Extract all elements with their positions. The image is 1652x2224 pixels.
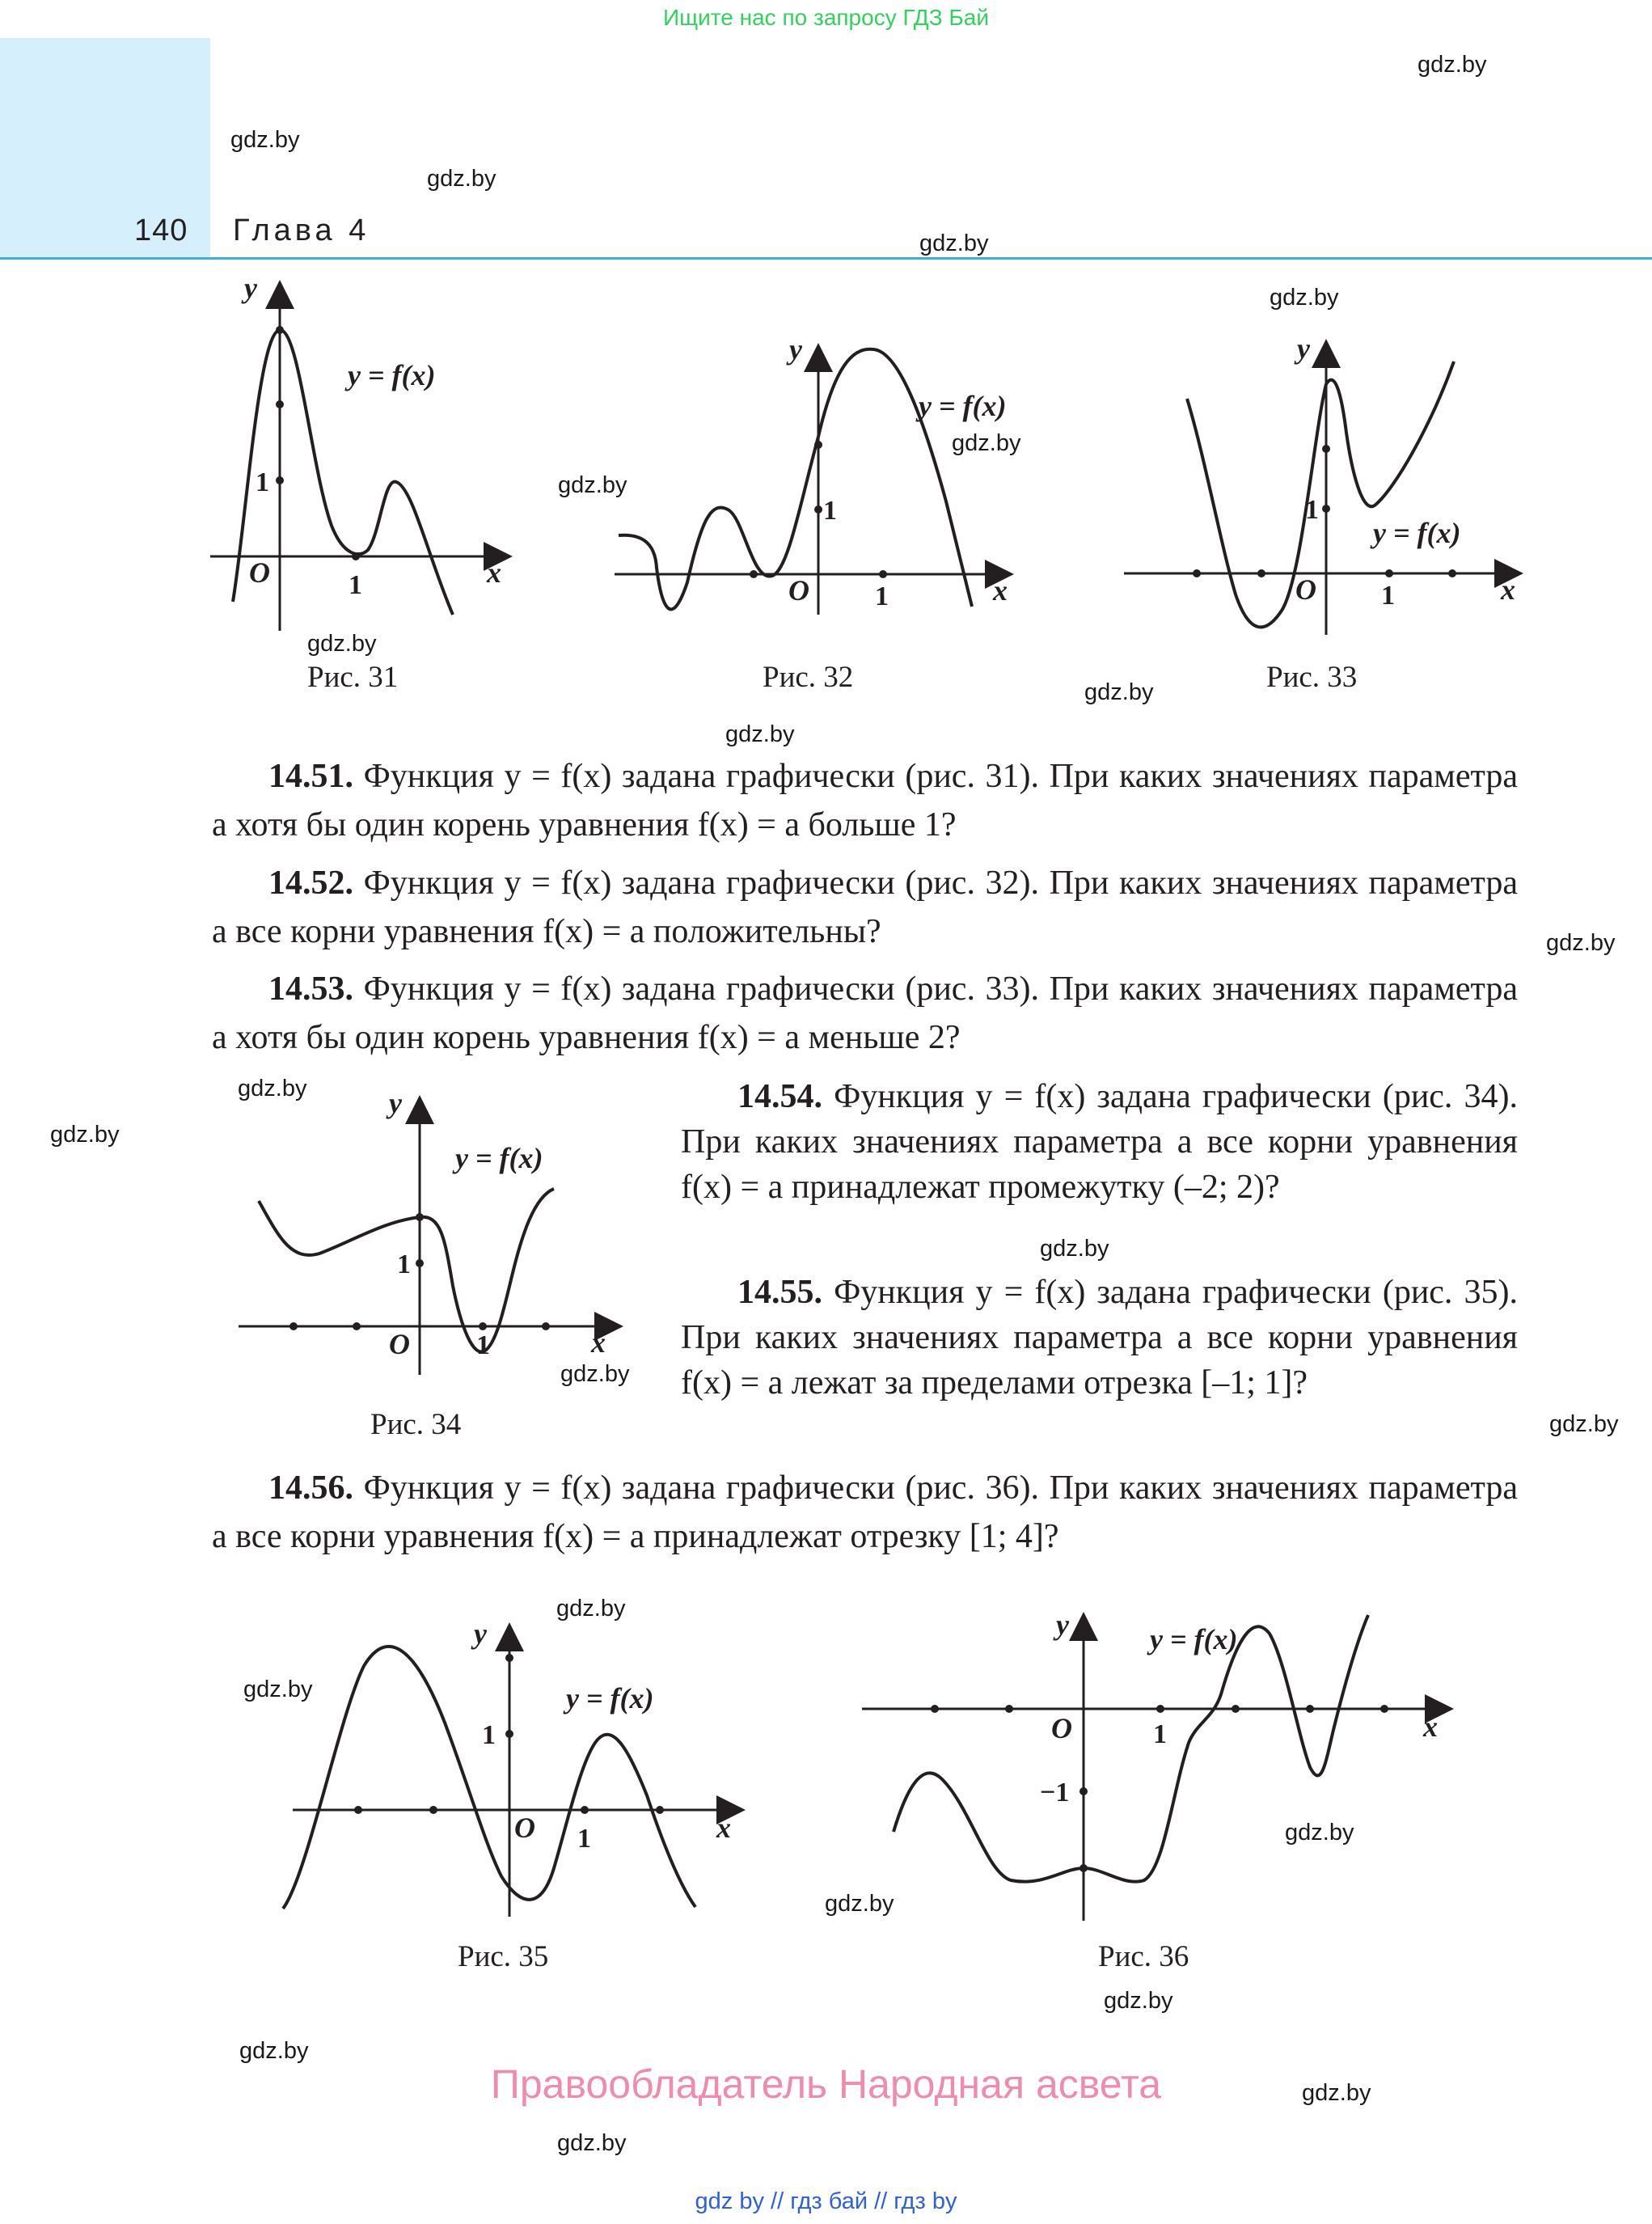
watermark: gdz.by [825, 1891, 894, 1917]
problem-14-53 [212, 965, 1518, 1062]
point [1322, 445, 1330, 453]
watermark: gdz.by [243, 1676, 313, 1702]
header-rule [0, 257, 1652, 260]
point [1080, 1864, 1088, 1872]
y-axis-label: y [1056, 1609, 1069, 1641]
point [353, 1322, 361, 1330]
point [542, 1322, 550, 1330]
point [931, 1705, 939, 1713]
watermark: gdz.by [238, 1076, 307, 1101]
figure-32-caption: Рис. 32 [763, 661, 854, 694]
origin-label: O [249, 556, 270, 589]
point [416, 1213, 424, 1221]
function-equation: y = f(x) [919, 390, 1007, 422]
figure-31-caption: Рис. 31 [307, 661, 399, 694]
point [1380, 1705, 1388, 1713]
function-equation: y = f(x) [566, 1682, 654, 1715]
watermark: gdz.by [1546, 930, 1616, 956]
y-axis-label: y [789, 340, 802, 366]
point [1322, 505, 1330, 513]
point [289, 1322, 298, 1330]
point [1156, 1705, 1164, 1713]
problem-14-56 [212, 1464, 1518, 1561]
y-axis-label: y [474, 1617, 487, 1650]
watermark: gdz.by [50, 1122, 120, 1148]
y-tick-label: −1 [1040, 1778, 1070, 1808]
y-tick-label: 1 [482, 1720, 496, 1750]
problem-14-52 [212, 859, 1518, 956]
watermark: gdz.by [307, 631, 377, 657]
point [416, 1259, 424, 1267]
footer-links[interactable]: gdz by // гдз бай // гдз by [695, 2188, 957, 2214]
x-tick-label: 1 [476, 1330, 490, 1360]
x-tick-label: 1 [349, 570, 362, 600]
chapter-label: Глава 4 [233, 214, 370, 247]
origin-label: O [514, 1812, 535, 1844]
problem-text: Функция y = f(x) задана графически (рис. 36). При каких значениях параметра a все корни уравнения f(x) = a принадлежат отрезку [1; 4]? [212, 1469, 1519, 1555]
point [814, 505, 822, 514]
problem-text: Функция y = f(x) задана графически (рис. 33). При каких значениях параметра a хотя бы один корень уравнения f(x) = a меньше 2? [212, 970, 1519, 1056]
figure-36-graph [857, 1605, 1472, 1929]
watermark: gdz.by [1549, 1411, 1619, 1437]
origin-label: O [788, 574, 809, 607]
x-axis-label: x [1501, 573, 1515, 606]
problem-text: Функция y = f(x) задана графически (рис. 35). При каких значениях параметра a все корни уравнения f(x) = a лежат за пределами отрезка [–1; 1]? [681, 1274, 1519, 1402]
watermark: gdz.by [427, 166, 496, 192]
origin-label: O [1295, 573, 1316, 606]
watermark: gdz.by [919, 230, 989, 256]
problem-14-51 [212, 752, 1518, 849]
x-axis-label: x [487, 556, 501, 589]
point [814, 441, 822, 449]
point [750, 570, 758, 578]
point [581, 1806, 589, 1814]
y-tick-label: 1 [1305, 495, 1319, 525]
origin-label: O [1051, 1712, 1072, 1744]
watermark: gdz.by [1084, 679, 1154, 705]
function-equation: y = f(x) [1150, 1623, 1238, 1655]
x-tick-label: 1 [1381, 581, 1395, 611]
function-curve [894, 1615, 1368, 1882]
figure-35-caption: Рис. 35 [458, 1940, 549, 1973]
figure-33-caption: Рис. 33 [1266, 661, 1358, 694]
function-equation: y = f(x) [455, 1142, 543, 1174]
function-equation: y = f(x) [1373, 517, 1461, 549]
watermark: gdz.by [230, 127, 300, 153]
watermark: gdz.by [556, 1596, 626, 1621]
x-tick-label: 1 [577, 1824, 591, 1854]
watermark: gdz.by [557, 2130, 627, 2156]
watermark: gdz.by [952, 430, 1021, 456]
x-axis-label: x [1423, 1710, 1438, 1743]
function-curve [619, 349, 972, 610]
y-tick-label: 1 [397, 1249, 411, 1279]
watermark: gdz.by [1418, 52, 1487, 78]
origin-label: O [389, 1328, 410, 1360]
watermark: gdz.by [560, 1361, 630, 1387]
point [1306, 1705, 1314, 1713]
problem-number: 14.53. [268, 970, 353, 1008]
point [276, 400, 284, 408]
page-number: 140 [134, 214, 188, 247]
problem-number: 14.52. [268, 865, 353, 902]
point [1005, 1705, 1013, 1713]
watermark: gdz.by [1302, 2080, 1371, 2106]
problem-text: Функция y = f(x) задана графически (рис. 34). При каких значениях параметра a все корни уравнения f(x) = a принадлежат промежутку (–2; 2)? [681, 1078, 1519, 1206]
point [879, 570, 887, 578]
point [276, 476, 284, 484]
figure-34-graph [230, 1084, 635, 1383]
problem-text: Функция y = f(x) задана графически (рис. 32). При каких значениях параметра a все корни уравнения f(x) = a положительны? [212, 865, 1519, 950]
problem-14-55 [681, 1270, 1518, 1406]
figure-36-caption: Рис. 36 [1098, 1940, 1189, 1973]
function-curve [1187, 362, 1454, 627]
figure-33-graph [1116, 336, 1528, 643]
point [276, 326, 284, 334]
point [505, 1654, 513, 1662]
point [429, 1806, 437, 1814]
problem-number: 14.55. [737, 1274, 822, 1311]
x-axis-label: x [993, 574, 1008, 607]
point [479, 1322, 487, 1330]
point [1193, 569, 1201, 577]
y-axis-label: y [1297, 336, 1310, 365]
y-axis-label: y [389, 1087, 402, 1119]
point [352, 552, 360, 560]
point [1385, 569, 1393, 577]
figure-32-graph [606, 340, 1019, 615]
watermark: gdz.by [1285, 1820, 1354, 1846]
y-tick-label: 1 [823, 496, 837, 526]
problem-number: 14.51. [268, 758, 353, 795]
function-equation: y = f(x) [348, 359, 436, 391]
y-tick-label: 1 [256, 467, 269, 497]
point [354, 1806, 362, 1814]
figure-31-graph [202, 275, 518, 631]
watermark: gdz.by [1040, 1236, 1109, 1262]
y-axis-label: y [244, 275, 257, 304]
point [1232, 1705, 1240, 1713]
search-banner: Ищите нас по запросу ГДЗ Бай [662, 5, 990, 30]
x-axis-label: x [716, 1812, 731, 1844]
point [1257, 569, 1265, 577]
x-axis-label: x [591, 1326, 606, 1359]
watermark: gdz.by [1270, 285, 1339, 311]
watermark: gdz.by [558, 472, 627, 498]
x-tick-label: 1 [1153, 1719, 1167, 1749]
point [1448, 569, 1456, 577]
watermark: gdz.by [725, 721, 795, 747]
point [656, 1806, 664, 1814]
x-tick-label: 1 [875, 581, 889, 611]
problem-14-54 [681, 1074, 1518, 1210]
problem-number: 14.56. [268, 1469, 353, 1507]
problem-number: 14.54. [737, 1078, 822, 1115]
point [505, 1730, 513, 1738]
figure-35-graph [275, 1617, 752, 1925]
watermark: gdz.by [239, 2038, 309, 2064]
problem-text: Функция y = f(x) задана графически (рис. 31). При каких значениях параметра a хотя бы один корень уравнения f(x) = a больше 1? [212, 758, 1519, 844]
point [1080, 1787, 1088, 1795]
rights-holder: Правообладатель Народная асвета [490, 2061, 1162, 2107]
figure-34-caption: Рис. 34 [370, 1408, 462, 1441]
watermark: gdz.by [1104, 1988, 1173, 2014]
